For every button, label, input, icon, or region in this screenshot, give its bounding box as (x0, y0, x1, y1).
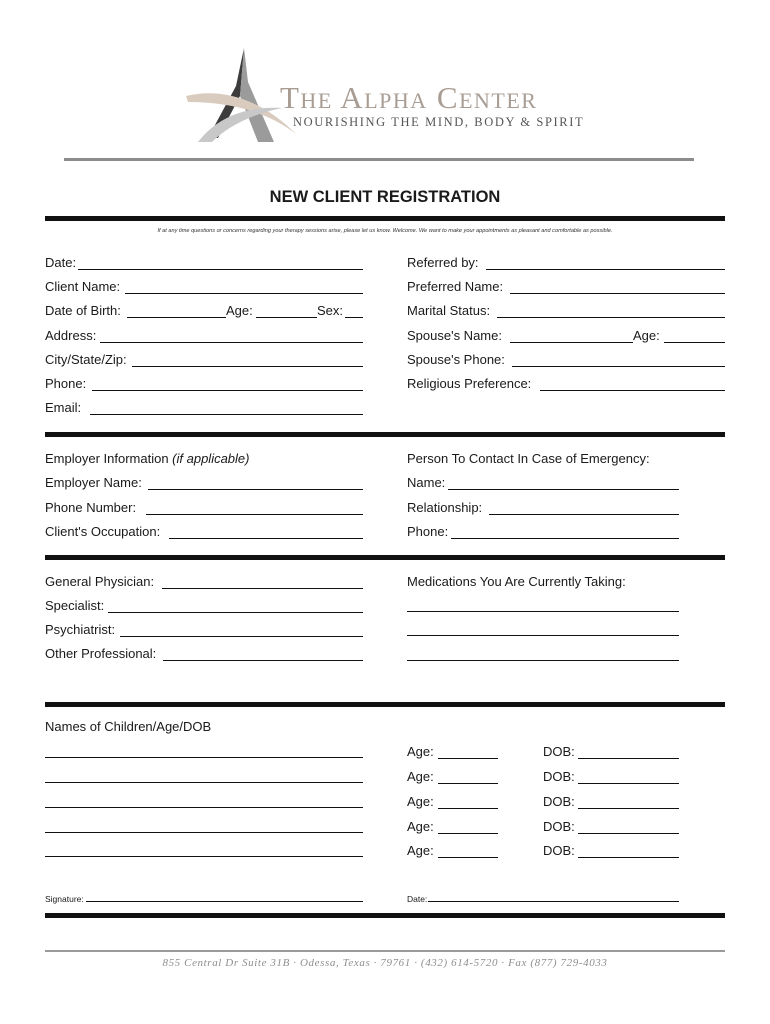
other-professional-label: Other Professional: (45, 646, 157, 661)
child-name-field[interactable] (45, 782, 363, 783)
religious-preference-label: Religious Preference: (407, 376, 532, 391)
child-dob-field[interactable] (578, 808, 679, 809)
sex-label: Sex: (317, 303, 344, 318)
section-divider (45, 432, 725, 437)
emergency-relationship-field[interactable] (489, 514, 679, 515)
header-divider (64, 158, 694, 161)
child-age-label: Age: (407, 769, 434, 784)
child-dob-label: DOB: (543, 843, 575, 858)
child-dob-field[interactable] (578, 857, 679, 858)
child-age-label: Age: (407, 843, 434, 858)
spouse-age-field[interactable] (664, 342, 725, 343)
address-label: Address: (45, 328, 97, 343)
spouse-phone-label: Spouse's Phone: (407, 352, 505, 367)
signature-label: Signature: (45, 894, 84, 904)
emergency-relationship-label: Relationship: (407, 500, 483, 515)
general-physician-field[interactable] (162, 588, 363, 589)
email-label: Email: (45, 400, 82, 415)
age-label: Age: (226, 303, 253, 318)
child-age-label: Age: (407, 744, 434, 759)
form-title: NEW CLIENT REGISTRATION (269, 188, 501, 206)
child-name-field[interactable] (45, 832, 363, 833)
footer-address: 855 Central Dr Suite 31B · Odessa, Texas · 79761 · (432) 614-5720 · Fax (877) 729-4033 (162, 957, 608, 969)
emergency-phone-field[interactable] (451, 538, 679, 539)
employer-name-label: Employer Name: (45, 475, 142, 490)
child-age-field[interactable] (438, 783, 498, 784)
general-physician-label: General Physician: (45, 574, 155, 589)
child-age-label: Age: (407, 794, 434, 809)
child-age-field[interactable] (438, 808, 498, 809)
spouse-name-label: Spouse's Name: (407, 328, 502, 343)
marital-status-label: Marital Status: (407, 303, 491, 318)
child-age-field[interactable] (438, 833, 498, 834)
spouse-phone-field[interactable] (512, 366, 725, 367)
religious-preference-field[interactable] (540, 390, 725, 391)
child-dob-label: DOB: (543, 794, 575, 809)
signature-date-label: Date: (407, 894, 428, 904)
child-dob-label: DOB: (543, 819, 575, 834)
other-professional-field[interactable] (163, 660, 363, 661)
client-name-label: Client Name: (45, 279, 121, 294)
marital-status-field[interactable] (497, 317, 725, 318)
referred-by-field[interactable] (486, 269, 725, 270)
emergency-contact-heading: Person To Contact In Case of Emergency: (407, 451, 650, 466)
specialist-field[interactable] (108, 612, 363, 613)
signature-field[interactable] (86, 901, 363, 902)
age-field[interactable] (256, 317, 317, 318)
spouse-age-label: Age: (633, 328, 660, 343)
signature-date-field[interactable] (428, 901, 679, 902)
preferred-name-field[interactable] (510, 293, 725, 294)
children-heading: Names of Children/Age/DOB (45, 719, 212, 734)
child-name-field[interactable] (45, 757, 363, 758)
client-name-field[interactable] (125, 293, 363, 294)
child-dob-field[interactable] (578, 833, 679, 834)
child-age-field[interactable] (438, 758, 498, 759)
child-age-label: Age: (407, 819, 434, 834)
sex-field[interactable] (345, 317, 363, 318)
brand-tagline: NOURISHING THE MIND, BODY & SPIRIT (293, 115, 585, 129)
employer-name-field[interactable] (148, 489, 363, 490)
date-field[interactable] (78, 269, 363, 270)
section-divider (45, 555, 725, 560)
intro-notice: If at any time questions or concerns regarding your therapy sessions arise, please let us know. Welcome. We want to make your appointments as pleasant and comfortable as possible. (157, 228, 613, 234)
psychiatrist-label: Psychiatrist: (45, 622, 116, 637)
address-field[interactable] (100, 342, 363, 343)
specialist-label: Specialist: (45, 598, 105, 613)
child-dob-field[interactable] (578, 758, 679, 759)
footer-divider (45, 950, 725, 952)
client-occupation-label: Client's Occupation: (45, 524, 161, 539)
employer-heading: Employer Information (if applicable) (45, 451, 250, 466)
phone-field[interactable] (92, 390, 363, 391)
employer-phone-field[interactable] (146, 514, 363, 515)
medication-line[interactable] (407, 635, 679, 636)
child-age-field[interactable] (438, 857, 498, 858)
date-of-birth-field[interactable] (127, 317, 226, 318)
emergency-phone-label: Phone: (407, 524, 449, 539)
date-field-label: Date: (45, 255, 77, 270)
child-dob-field[interactable] (578, 783, 679, 784)
medication-line[interactable] (407, 611, 679, 612)
emergency-name-field[interactable] (448, 489, 679, 490)
psychiatrist-field[interactable] (120, 636, 363, 637)
emergency-name-label: Name: (407, 475, 446, 490)
employer-heading-note: (if applicable) (172, 451, 250, 466)
child-name-field[interactable] (45, 856, 363, 857)
brand-title: The Alpha Center (280, 80, 538, 115)
client-occupation-field[interactable] (169, 538, 363, 539)
employer-phone-label: Phone Number: (45, 500, 137, 515)
section-divider (45, 702, 725, 707)
date-of-birth-label: Date of Birth: (45, 303, 121, 318)
child-name-field[interactable] (45, 807, 363, 808)
phone-label: Phone: (45, 376, 87, 391)
medications-heading: Medications You Are Currently Taking: (407, 574, 626, 589)
city-state-zip-label: City/State/Zip: (45, 352, 127, 367)
preferred-name-label: Preferred Name: (407, 279, 504, 294)
email-field[interactable] (90, 414, 363, 415)
spouse-name-field[interactable] (510, 342, 633, 343)
city-state-zip-field[interactable] (132, 366, 363, 367)
section-divider (45, 913, 725, 918)
child-dob-label: DOB: (543, 769, 575, 784)
medication-line[interactable] (407, 660, 679, 661)
section-divider (45, 216, 725, 221)
child-dob-label: DOB: (543, 744, 575, 759)
referred-by-label: Referred by: (407, 255, 479, 270)
